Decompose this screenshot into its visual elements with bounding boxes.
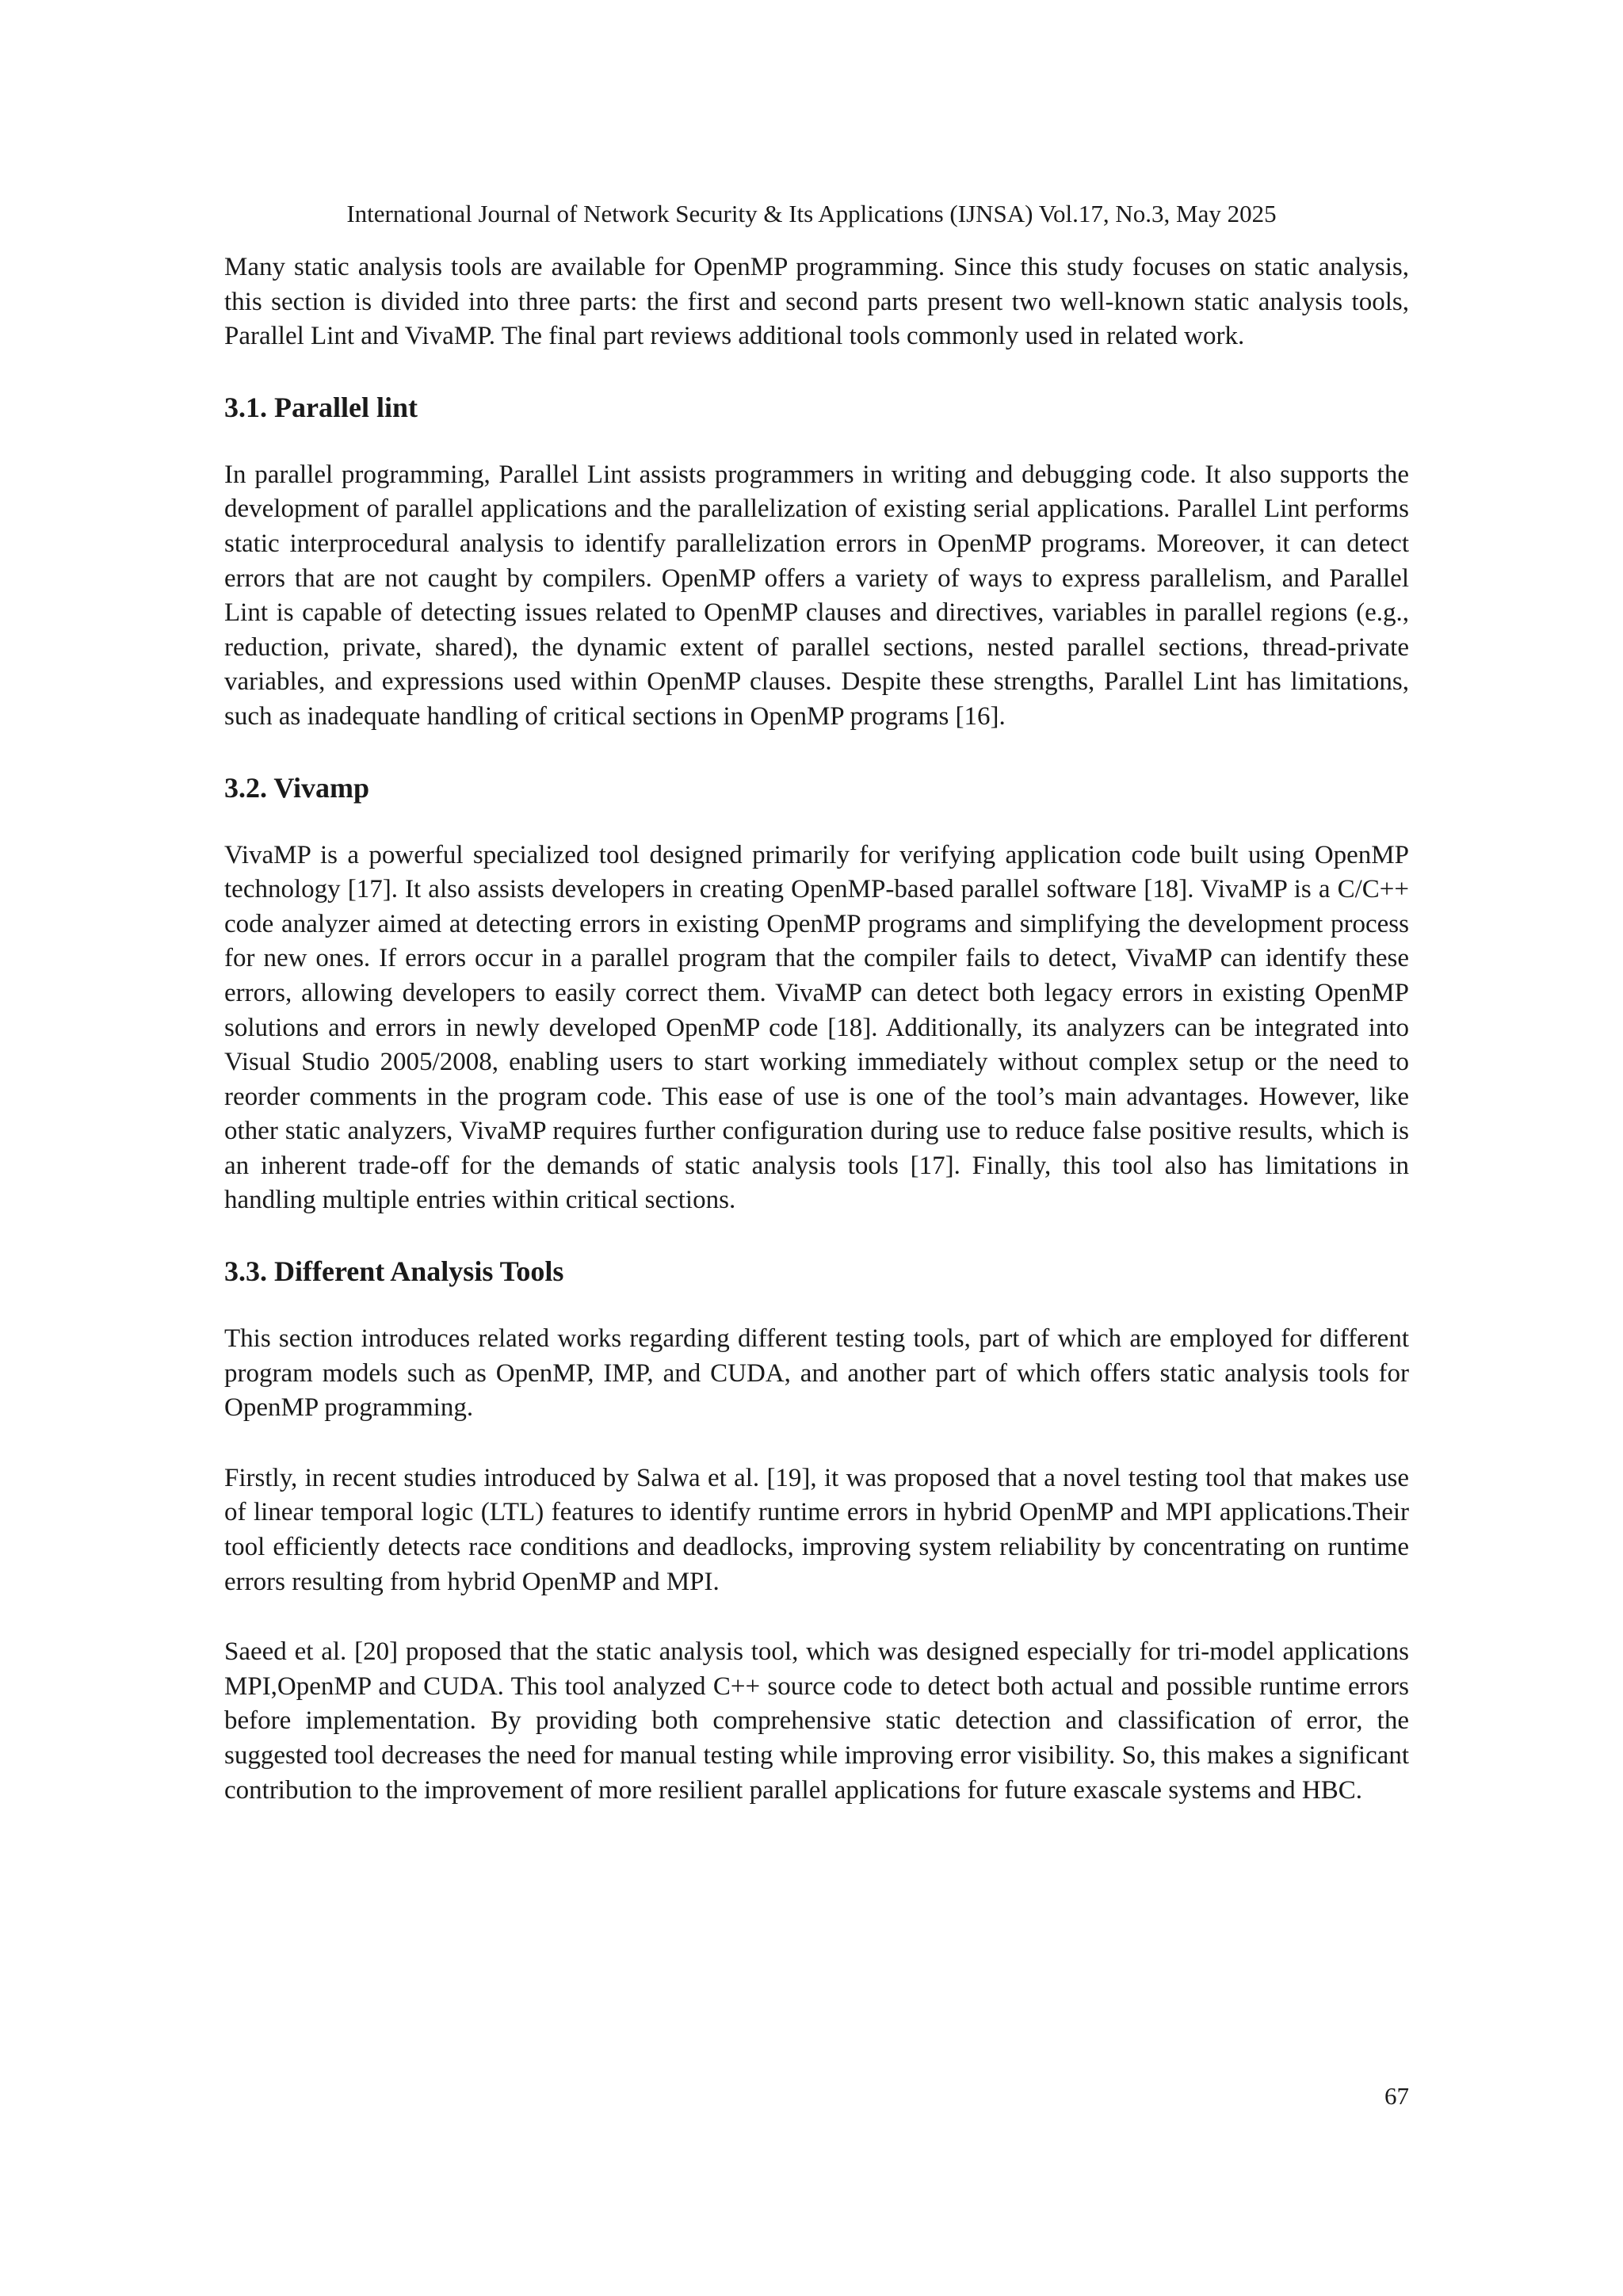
body-paragraph: VivaMP is a powerful specialized tool designed primarily for verifying application code built using OpenMP technology [17]. It also assists developers in creating OpenMP-based parallel software [18]. VivaMP is a C/C++ code analyzer aimed at detecting errors in existing OpenMP programs and simplifying the development process for new ones. If errors occur in a parallel program that the compiler fails to detect, VivaMP can identify these errors, allowing developers to easily correct them. VivaMP can detect both legacy errors in existing OpenMP solutions and errors in newly developed OpenMP code [18]. Additionally, its analyzers can be integrated into Visual Studio 2005/2008, enabling users to start working immediately without complex setup or the need to reorder comments in the program code. This ease of use is one of the tool’s main advantages. However, like other static analyzers, VivaMP requires further configuration during use to reduce false positive results, which is an inherent trade-off for the demands of static analysis tools [17]. Finally, this tool also has limitations in handling multiple entries within critical sections. bbox=[224, 840, 1409, 1215]
body-paragraph: Saeed et al. [20] proposed that the static analysis tool, which was designed especially for tri-model applications MPI,OpenMP and CUDA. This tool analyzed C++ source code to detect both actual and possible runtime errors before implementation. By providing both comprehensive static detection and classification of error, the suggested tool decreases the need for manual testing while improving error visibility. So, this makes a significant contribution to the improvement of more resilient parallel applications for future exascale systems and HBC. bbox=[224, 1637, 1409, 1805]
section-different-analysis-tools bbox=[224, 1254, 1409, 1808]
intro-paragraph: Many static analysis tools are available for OpenMP programming. Since this study focuses on static analysis, this section is divided into three parts: the first and second parts present two well-known static analysis tools, Parallel Lint and VivaMP. The final part reviews additional tools commonly used in related work. bbox=[224, 253, 1409, 351]
section-vivamp bbox=[224, 770, 1409, 1219]
section-heading: 3.3. Different Analysis Tools bbox=[224, 1255, 564, 1288]
section-heading: 3.1. Parallel lint bbox=[224, 391, 418, 423]
body-paragraph: This section introduces related works regarding different testing tools, part of which are employed for different program models such as OpenMP, IMP, and CUDA, and another part of which offers static analysis tools for OpenMP programming. bbox=[224, 1324, 1409, 1423]
running-header: International Journal of Network Security & Its Applications (IJNSA) Vol.17, No.3, May 2025 bbox=[346, 200, 1277, 227]
section-heading: 3.2. Vivamp bbox=[224, 771, 370, 804]
page-content bbox=[224, 250, 1409, 1843]
page-number: 67 bbox=[1384, 2082, 1409, 2110]
body-paragraph: Firstly, in recent studies introduced by Salwa et al. [19], it was proposed that a novel testing tool that makes use of linear temporal logic (LTL) features to identify runtime errors in hybrid OpenMP and MPI applications.Their tool efficiently detects race conditions and deadlocks, improving system reliability by concentrating on runtime errors resulting from hybrid OpenMP and MPI. bbox=[224, 1463, 1409, 1596]
section-parallel-lint bbox=[224, 390, 1409, 735]
body-paragraph: In parallel programming, Parallel Lint assists programmers in writing and debugging code. It also supports the development of parallel applications and the parallelization of existing serial applications. Parallel Lint performs static interprocedural analysis to identify parallelization errors in OpenMP programs. Moreover, it can detect errors that are not caught by compilers. OpenMP offers a variety of ways to express parallelism, and Parallel Lint is capable of detecting issues related to OpenMP clauses and directives, variables in parallel regions (e.g., reduction, private, shared), the dynamic extent of parallel sections, nested parallel sections, thread-private variables, and expressions used within OpenMP clauses. Despite these strengths, Parallel Lint has limitations, such as inadequate handling of critical sections in OpenMP programs [16]. bbox=[224, 460, 1409, 731]
